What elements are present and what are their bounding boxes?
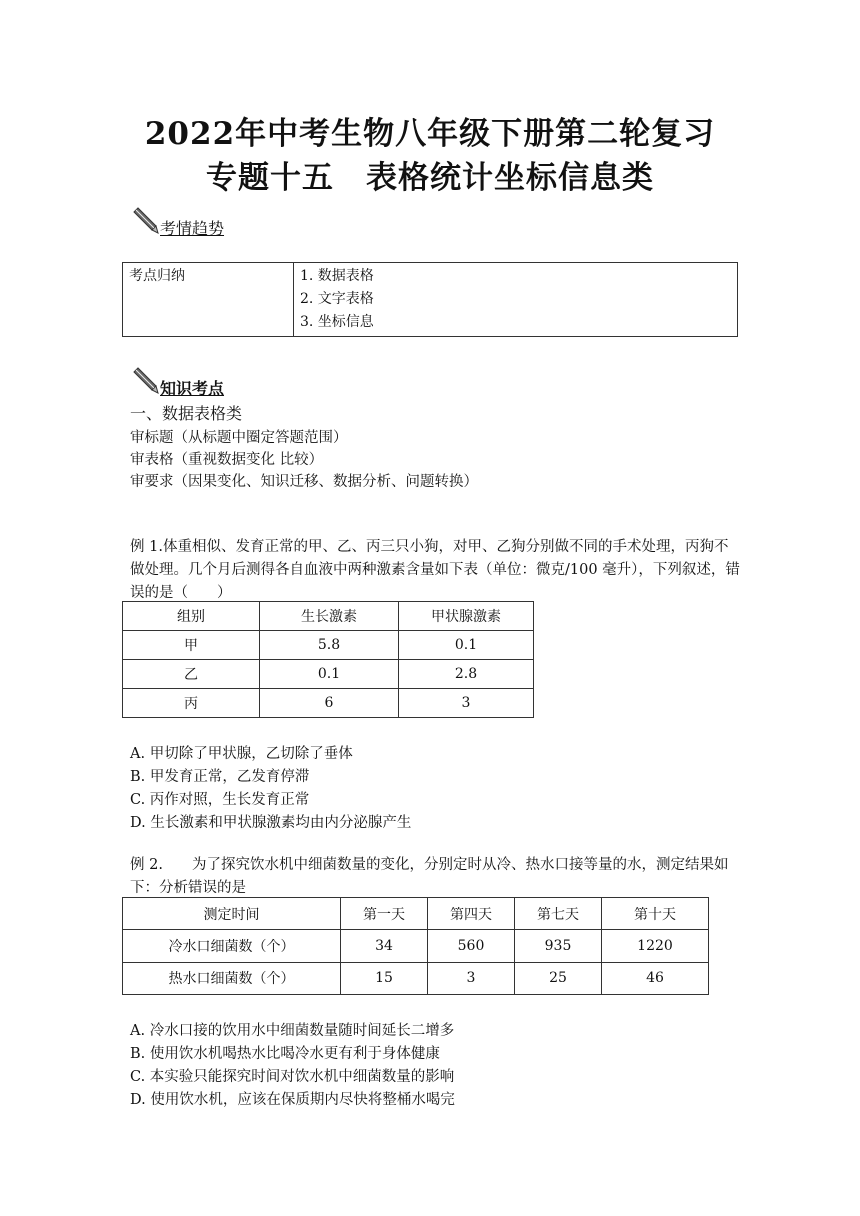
table-header-cell: 组别 [123,602,260,631]
method-line: 审要求（因果变化、知识迁移、数据分析、问题转换） [130,474,478,490]
table-cell: 冷水口细菌数（个） [123,930,341,962]
table-header-cell: 甲状腺激素 [399,602,534,631]
exam-points-label: 考点归纳 [123,263,294,337]
table-cell: 0.1 [260,660,399,689]
title-line-1: 2022年中考生物八年级下册第二轮复习 [144,116,716,152]
table-cell: 热水口细菌数（个） [123,962,341,994]
example-2-option-c: C. 本实验只能探究时间对饮水机中细菌数量的影响 [130,1069,455,1085]
table-row [123,962,709,994]
table-cell: 560 [428,930,515,962]
table-header-cell: 第十天 [602,898,709,930]
table-cell: 3 [399,689,534,718]
table-cell: 乙 [123,660,260,689]
table-header-cell: 测定时间 [123,898,341,930]
exam-points-table [122,262,738,337]
table-cell: 5.8 [260,631,399,660]
method-line: 审表格（重视数据变化 比较） [130,452,324,468]
table-cell: 0.1 [399,631,534,660]
example-2-option-d: D. 使用饮水机，应该在保质期内尽快将整桶水喝完 [130,1092,455,1108]
table-cell: 3 [428,962,515,994]
table-cell: 25 [515,962,602,994]
method-line: 审标题（从标题中圈定答题范围） [130,430,348,446]
example-1-option-a: A. 甲切除了甲状腺，乙切除了垂体 [130,746,353,762]
example-1-question: 例 1.体重相似、发育正常的甲、乙、丙三只小狗，对甲、乙狗分别做不同的手术处理，丙狗不做处理。几个月后测得各自血液中两种激素含量如下表（单位：微克/100 毫升），下列叙述，错误的是（ ） [130,539,740,601]
example-1-option-d: D. 生长激素和甲状腺激素均由内分泌腺产生 [130,815,412,831]
bacteria-table [122,897,709,995]
example-2-question: 例 2. 为了探究饮水机中细菌数量的变化，分别定时从冷、热水口接等量的水，测定结果如下：分析错误的是 [130,857,729,896]
exam-point-item: 1. 数据表格 [300,268,374,284]
example-2-option-a: A. 冷水口接的饮用水中细菌数量随时间延长二增多 [130,1023,455,1039]
example-1-option-c: C. 丙作对照，生长发育正常 [130,792,310,808]
section-trend-label: 考情趋势 [160,219,225,238]
table-cell: 甲 [123,631,260,660]
pencil-icon [130,366,160,396]
table-cell: 935 [515,930,602,962]
table-header-cell: 第四天 [428,898,515,930]
table-row [123,660,534,689]
table-cell: 34 [341,930,428,962]
table-cell: 1220 [602,930,709,962]
section-knowledge-label: 知识考点 [160,379,225,398]
table-cell: 46 [602,962,709,994]
example-2-option-b: B. 使用饮水机喝热水比喝冷水更有利于身体健康 [130,1046,440,1062]
table-header-cell: 生长激素 [260,602,399,631]
pencil-icon [130,206,160,236]
exam-point-item: 2. 文字表格 [300,291,374,307]
title-line-2: 专题十五 表格统计坐标信息类 [206,160,654,196]
table-cell: 2.8 [399,660,534,689]
table-header-cell: 第七天 [515,898,602,930]
table-row [123,631,534,660]
table-cell: 6 [260,689,399,718]
exam-point-item: 3. 坐标信息 [300,314,374,330]
table-row [123,689,534,718]
table-header-cell: 第一天 [341,898,428,930]
data-table-heading: 一、数据表格类 [130,404,243,423]
exam-points-items [294,263,738,337]
table-row [123,930,709,962]
table-cell: 丙 [123,689,260,718]
example-1-option-b: B. 甲发育正常，乙发育停滞 [130,769,310,785]
hormone-table [122,601,534,718]
table-cell: 15 [341,962,428,994]
